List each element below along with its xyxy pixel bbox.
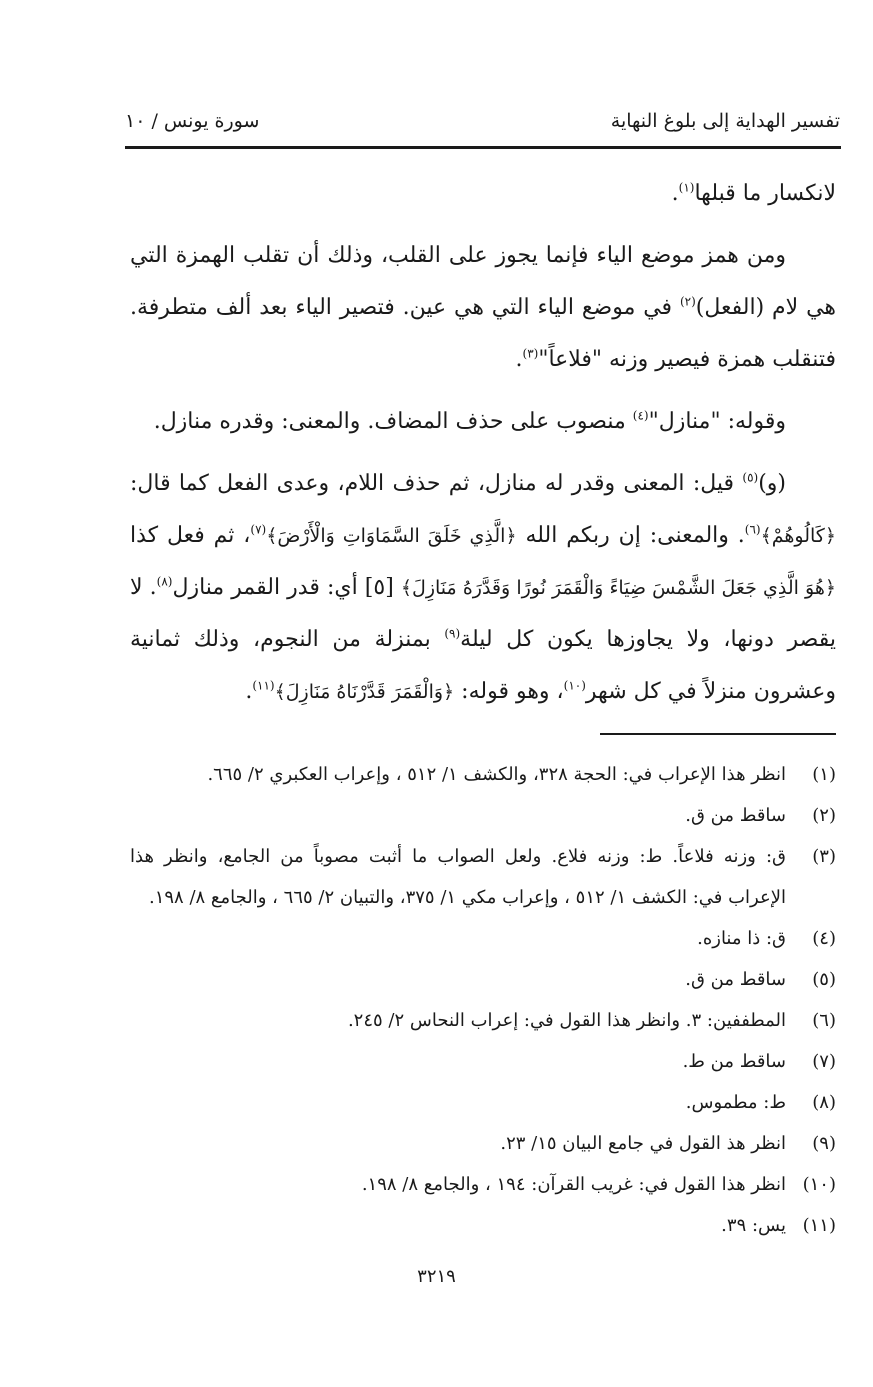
quran-quote-2: ﴿الَّذِي خَلَقَ السَّمَاوَاتِ وَالْأَرْضَ﴾ <box>266 525 517 547</box>
paragraph-4-part-b: قيل: المعنى وقدر له منازل، ثم حذف اللام، وعدى الفعل كما قال: <box>130 471 743 496</box>
footnote-ref-11: (١١) <box>252 678 275 693</box>
surah-reference: سورة يونس / ١٠ <box>125 110 260 132</box>
paragraph-1-tail: . <box>671 181 679 206</box>
paragraph-2-part-b: في موضع الياء التي هي عين. فتصير الياء بعد ألف متطرفة. فتنقلب همزة فيصير وزنه "فلاعاً" <box>130 295 836 372</box>
footnote-ref-8: (٨) <box>156 574 173 589</box>
footnote-number: (١١) <box>802 1215 836 1236</box>
quran-quote-1: ﴿كَالُوهُمْ﴾ <box>760 525 836 547</box>
quran-quote-4: ﴿وَالْقَمَرَ قَدَّرْنَاهُ مَنَازِلَ﴾ <box>274 681 455 703</box>
footnote-number: (١) <box>812 764 836 785</box>
footnote-text: ق: ذا منازه. <box>697 928 786 949</box>
footnote-separator <box>600 733 836 735</box>
footnote-text: ساقط من ق. <box>685 805 786 826</box>
footnote-item <box>130 1041 836 1082</box>
footnote-item <box>130 1082 836 1123</box>
footnote-item <box>130 1164 836 1205</box>
footnote-text: يس: ٣٩. <box>721 1215 786 1236</box>
paragraph-1-text: لانكسار ما قبلها <box>694 181 836 206</box>
main-text <box>130 168 836 728</box>
footnote-text: ساقط من ط. <box>682 1051 786 1072</box>
footnote-text: انظر هذا القول في: غريب القرآن: ١٩٤ ، والجامع ٨/ ١٩٨. <box>361 1174 786 1195</box>
footnote-ref-7: (٧) <box>250 522 267 537</box>
footnote-number: (٢) <box>812 805 836 826</box>
footnote-text: المطففين: ٣. وانظر هذا القول في: إعراب النحاس ٢/ ٢٤٥. <box>347 1010 786 1031</box>
running-header <box>125 106 840 142</box>
paragraph-4-part-i: . <box>245 679 253 704</box>
header-rule <box>125 146 841 149</box>
page-number: ٣٢١٩ <box>417 1266 456 1287</box>
paragraph-4-part-e: [٥] أي: قدر القمر منازل <box>172 575 401 600</box>
footnote-ref-2: (٢) <box>679 294 696 309</box>
footnote-ref-9: (٩) <box>444 626 461 641</box>
paragraph-4-part-d: ، ثم فعل كذا <box>130 523 251 548</box>
paragraph-3-part-b: منصوب على حذف المضاف. والمعنى: وقدره منازل. <box>153 409 633 434</box>
paragraph-4 <box>130 458 836 718</box>
footnote-ref-6: (٦) <box>744 522 761 537</box>
footnote-number: (٦) <box>812 1010 836 1031</box>
footnote-text: ق: وزنه فلاعاً. ط: وزنه فلاع. ولعل الصواب ما أثبت مصوباً من الجامع، وانظر هذا الإعراب في: الكشف ١/ ٥١٢ ، وإعراب مكي ١/ ٣٧٥، والتبيان ٢/ ٦٦٥ ، والجامع ٨/ ١٩٨. <box>130 846 786 908</box>
paragraph-4-part-f: . لا يقصر دونها، ولا يجاوزها يكون كل ليلة <box>130 575 837 652</box>
footnote-ref-10: (١٠) <box>563 678 586 693</box>
footnote-item <box>130 754 836 795</box>
paragraph-2-part-c: . <box>515 347 523 372</box>
footnote-number: (٨) <box>812 1092 836 1113</box>
footnote-ref-1: (١) <box>678 180 695 195</box>
footnote-ref-5: (٥) <box>742 470 759 485</box>
footnote-item <box>130 795 836 836</box>
footnote-ref-4: (٤) <box>632 408 649 423</box>
footnote-number: (٣) <box>812 846 836 867</box>
footnote-item <box>130 918 836 959</box>
footnote-number: (٤) <box>812 928 836 949</box>
footnote-number: (١٠) <box>802 1174 836 1195</box>
footnote-text: انظر هذا الإعراب في: الحجة ٣٢٨، والكشف ١/ ٥١٢ ، وإعراب العكبري ٢/ ٦٦٥. <box>207 764 786 785</box>
quran-quote-3: ﴿هُوَ الَّذِي جَعَلَ الشَّمْسَ ضِيَاءً وَالْقَمَرَ نُورًا وَقَدَّرَهُ مَنَازِلَ﴾ <box>400 577 836 599</box>
footnote-item <box>130 1000 836 1041</box>
footnote-ref-3: (٣) <box>522 346 539 361</box>
paragraph-3 <box>130 396 836 448</box>
paragraph-4-part-c: . والمعنى: إن ربكم الله <box>516 523 745 548</box>
paragraph-4-part-g: بمنزلة من النجوم، وذلك ثمانية وعشرون منزلاً في كل شهر <box>130 627 836 704</box>
footnote-text: ط: مطموس. <box>685 1092 786 1113</box>
footnote-number: (٥) <box>812 969 836 990</box>
paragraph-4-part-h: ، وهو قوله: <box>454 679 564 704</box>
paragraph-4-part-a: (و) <box>758 471 786 496</box>
footnote-text: انظر هذ القول في جامع البيان ١٥/ ٢٣. <box>500 1133 786 1154</box>
footnote-item <box>130 1205 836 1246</box>
footnote-text: ساقط من ق. <box>685 969 786 990</box>
footnote-item <box>130 959 836 1000</box>
footnote-item <box>130 836 836 918</box>
paragraph-2-part-a: ومن همز موضع الياء فإنما يجوز على القلب، وذلك أن تقلب الهمزة التي هي لام (الفعل) <box>130 243 837 320</box>
book-title: تفسير الهداية إلى بلوغ النهاية <box>610 110 840 132</box>
paragraph-2 <box>130 230 836 386</box>
footnote-number: (٩) <box>812 1133 836 1154</box>
footnote-number: (٧) <box>812 1051 836 1072</box>
paragraph-3-part-a: وقوله: "منازل" <box>648 409 786 434</box>
footnotes-list <box>130 754 836 1246</box>
footnote-item <box>130 1123 836 1164</box>
paragraph-1 <box>130 168 836 220</box>
